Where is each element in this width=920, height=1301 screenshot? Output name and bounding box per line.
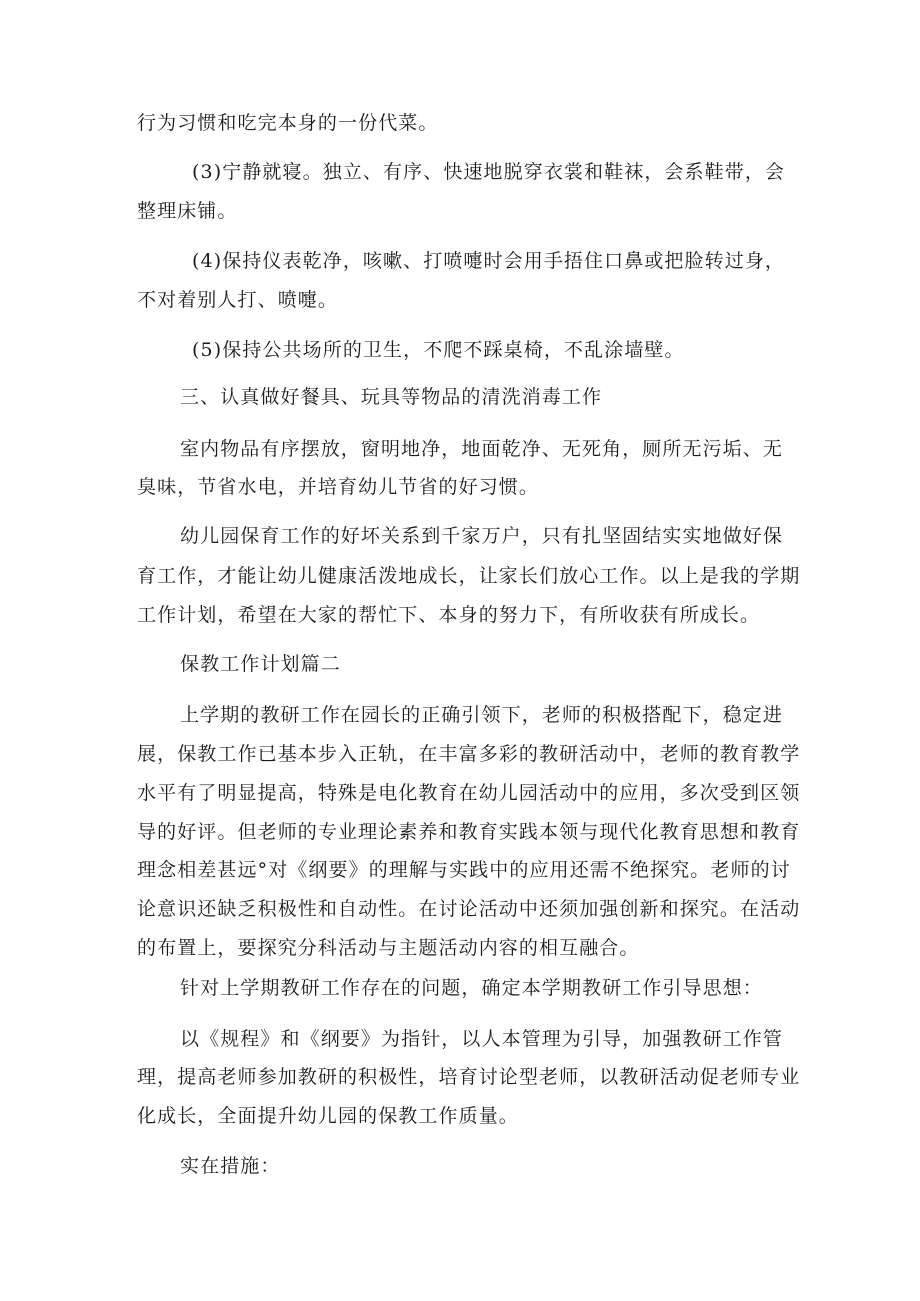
text-line-15: 展，保教工作已基本步入正轨，在丰富多彩的教研活动中，老师的教育教学 <box>137 743 801 765</box>
text-line-8: 室内物品有序摆放，窗明地净，地面乾净、无死角，厕所无污垢、无 <box>180 438 784 460</box>
text-line-21: 针对上学期教研工作存在的问题，确定本学期教研工作引导思想： <box>180 977 763 999</box>
text-line-25: 实在措施： <box>180 1155 281 1177</box>
text-line-6: (5)保持公共场所的卫生，不爬不踩桌椅，不乱涂墙壁。 <box>192 339 685 361</box>
text-line-1: 行为习惯和吃完本身的一份代菜。 <box>137 112 439 134</box>
section-heading-3: 三、认真做好餐具、玩具等物品的清洗消毒工作 <box>180 386 603 408</box>
text-line-5: 不对着别人打、喷嚏。 <box>137 289 339 311</box>
section-heading-part-two: 保教工作计划篇二 <box>180 653 341 675</box>
text-line-19: 论意识还缺乏积极性和自动性。在讨论活动中还须加强创新和探究。在活动 <box>137 898 801 920</box>
text-line-11: 育工作，才能让幼儿健康活泼地成长，让家长们放心工作。以上是我的学期 <box>137 565 801 587</box>
text-line-9: 臭味，节省水电，并培育幼儿节省的好习惯。 <box>137 476 540 498</box>
text-line-23: 理，提高老师参加教研的积极性，培育讨论型老师，以教研活动促老师专业 <box>137 1066 801 1088</box>
text-line-24: 化成长，全面提升幼儿园的保教工作质量。 <box>137 1105 519 1127</box>
text-line-20: 的布置上，要探究分科活动与主题活动内容的相互融合。 <box>137 937 640 959</box>
text-line-14: 上学期的教研工作在园长的正确引领下，老师的积极搭配下，稳定进 <box>180 704 784 726</box>
text-line-17: 导的好评。但老师的专业理论素养和教育实践本领与现代化教育思想和教育 <box>137 821 801 843</box>
text-line-18: 理念相差甚远°对《纲要》的理解与实践中的应用还需不绝探究。老师的讨 <box>137 859 791 881</box>
text-line-16: 水平有了明显提高，特殊是电化教育在幼儿园活动中的应用，多次受到区领 <box>137 782 801 804</box>
text-line-4: (4)保持仪表乾净，咳嗽、打喷嚏时会用手捂住口鼻或把脸转过身， <box>192 250 786 272</box>
text-line-12: 工作计划，希望在大家的帮忙下、本身的努力下，有所收获有所成长。 <box>137 604 761 626</box>
text-line-22: 以《规程》和《纲要》为指针，以人本管理为引导，加强教研工作管 <box>180 1028 784 1050</box>
text-line-2: (3)宁静就寝。独立、有序、快速地脱穿衣裳和鞋袜，会系鞋带，会 <box>192 161 786 183</box>
text-line-3: 整理床铺。 <box>137 200 238 222</box>
text-line-10: 幼儿园保育工作的好坏关系到千家万户，只有扎坚固结实实地做好保 <box>180 525 784 547</box>
